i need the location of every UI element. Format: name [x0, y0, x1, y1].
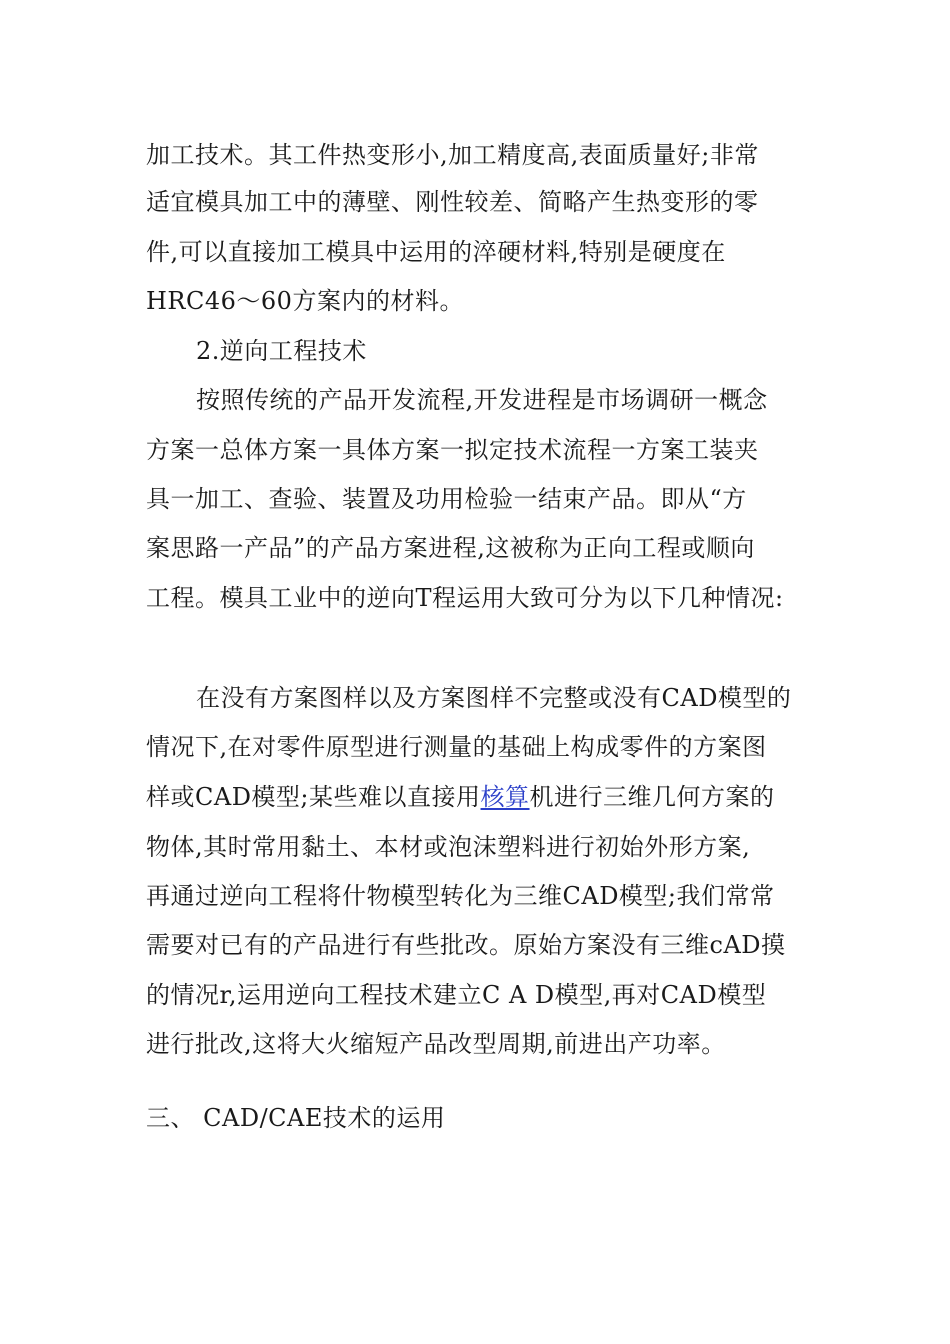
paragraph-2-line-2: 方案一总体方案一具体方案一拟定技术流程一方案工装夹 [146, 436, 759, 464]
paragraph-3-line-6: 需要对已有的产品进行有些批改。原始方案没有三维cAD摸 [146, 931, 786, 959]
paragraph-3-line-4: 物体,其时常用黏土、本材或泡沫塑料进行初始外形方案, [146, 833, 751, 861]
paragraph-1-line-3: 件,可以直接加工模具中运用的淬硬材料,特别是硬度在 [146, 238, 726, 266]
paragraph-3-line-7: 的情况r,运用逆向工程技术建立C A D模型,再对CAD模型 [146, 981, 767, 1009]
paragraph-1-line-2: 适宜模具加工中的薄壁、刚性较差、简略产生热变形的零 [146, 188, 759, 216]
paragraph-3-line-1: 在没有方案图样以及方案图样不完整或没有CAD模型的 [196, 684, 792, 712]
paragraph-1-line-4: HRC46～60方案内的材料。 [146, 287, 464, 315]
paragraph-2-line-4: 案思路一产品”的产品方案进程,这被称为正向工程或顺向 [146, 534, 755, 562]
paragraph-3-line-8: 进行批改,这将大火缩短产品改型周期,前进出产功率。 [146, 1030, 726, 1058]
paragraph-2-line-5: 工程。模具工业中的逆向T程运用大致可分为以下几种情况: [146, 584, 784, 612]
heading-reverse-engineering: 2.逆向工程技术 [196, 337, 367, 365]
paragraph-3-line-3-text-after: 机进行三维几何方案的 [529, 783, 775, 811]
paragraph-2-line-3: 具一加工、查验、装置及功用检验一结束产品。即从“方 [146, 485, 747, 513]
paragraph-3-line-2: 情况下,在对零件原型进行测量的基础上构成零件的方案图 [146, 733, 767, 761]
paragraph-1-line-1: 加工技术。其工件热变形小,加工精度高,表面质量好;非常 [146, 141, 759, 169]
paragraph-2-line-1: 按照传统的产品开发流程,开发进程是市场调研一概念 [196, 386, 768, 414]
section-heading-cad-cae: 三、 CAD/CAE技术的运用 [146, 1104, 446, 1132]
paragraph-3-line-5: 再通过逆向工程将什物模型转化为三维CAD模型;我们常常 [146, 882, 775, 910]
hesuan-link[interactable]: 核算 [480, 783, 530, 811]
paragraph-3-line-3-text-before: 样或CAD模型;某些难以直接用 [146, 783, 481, 811]
paragraph-3-line-3 [146, 782, 775, 812]
